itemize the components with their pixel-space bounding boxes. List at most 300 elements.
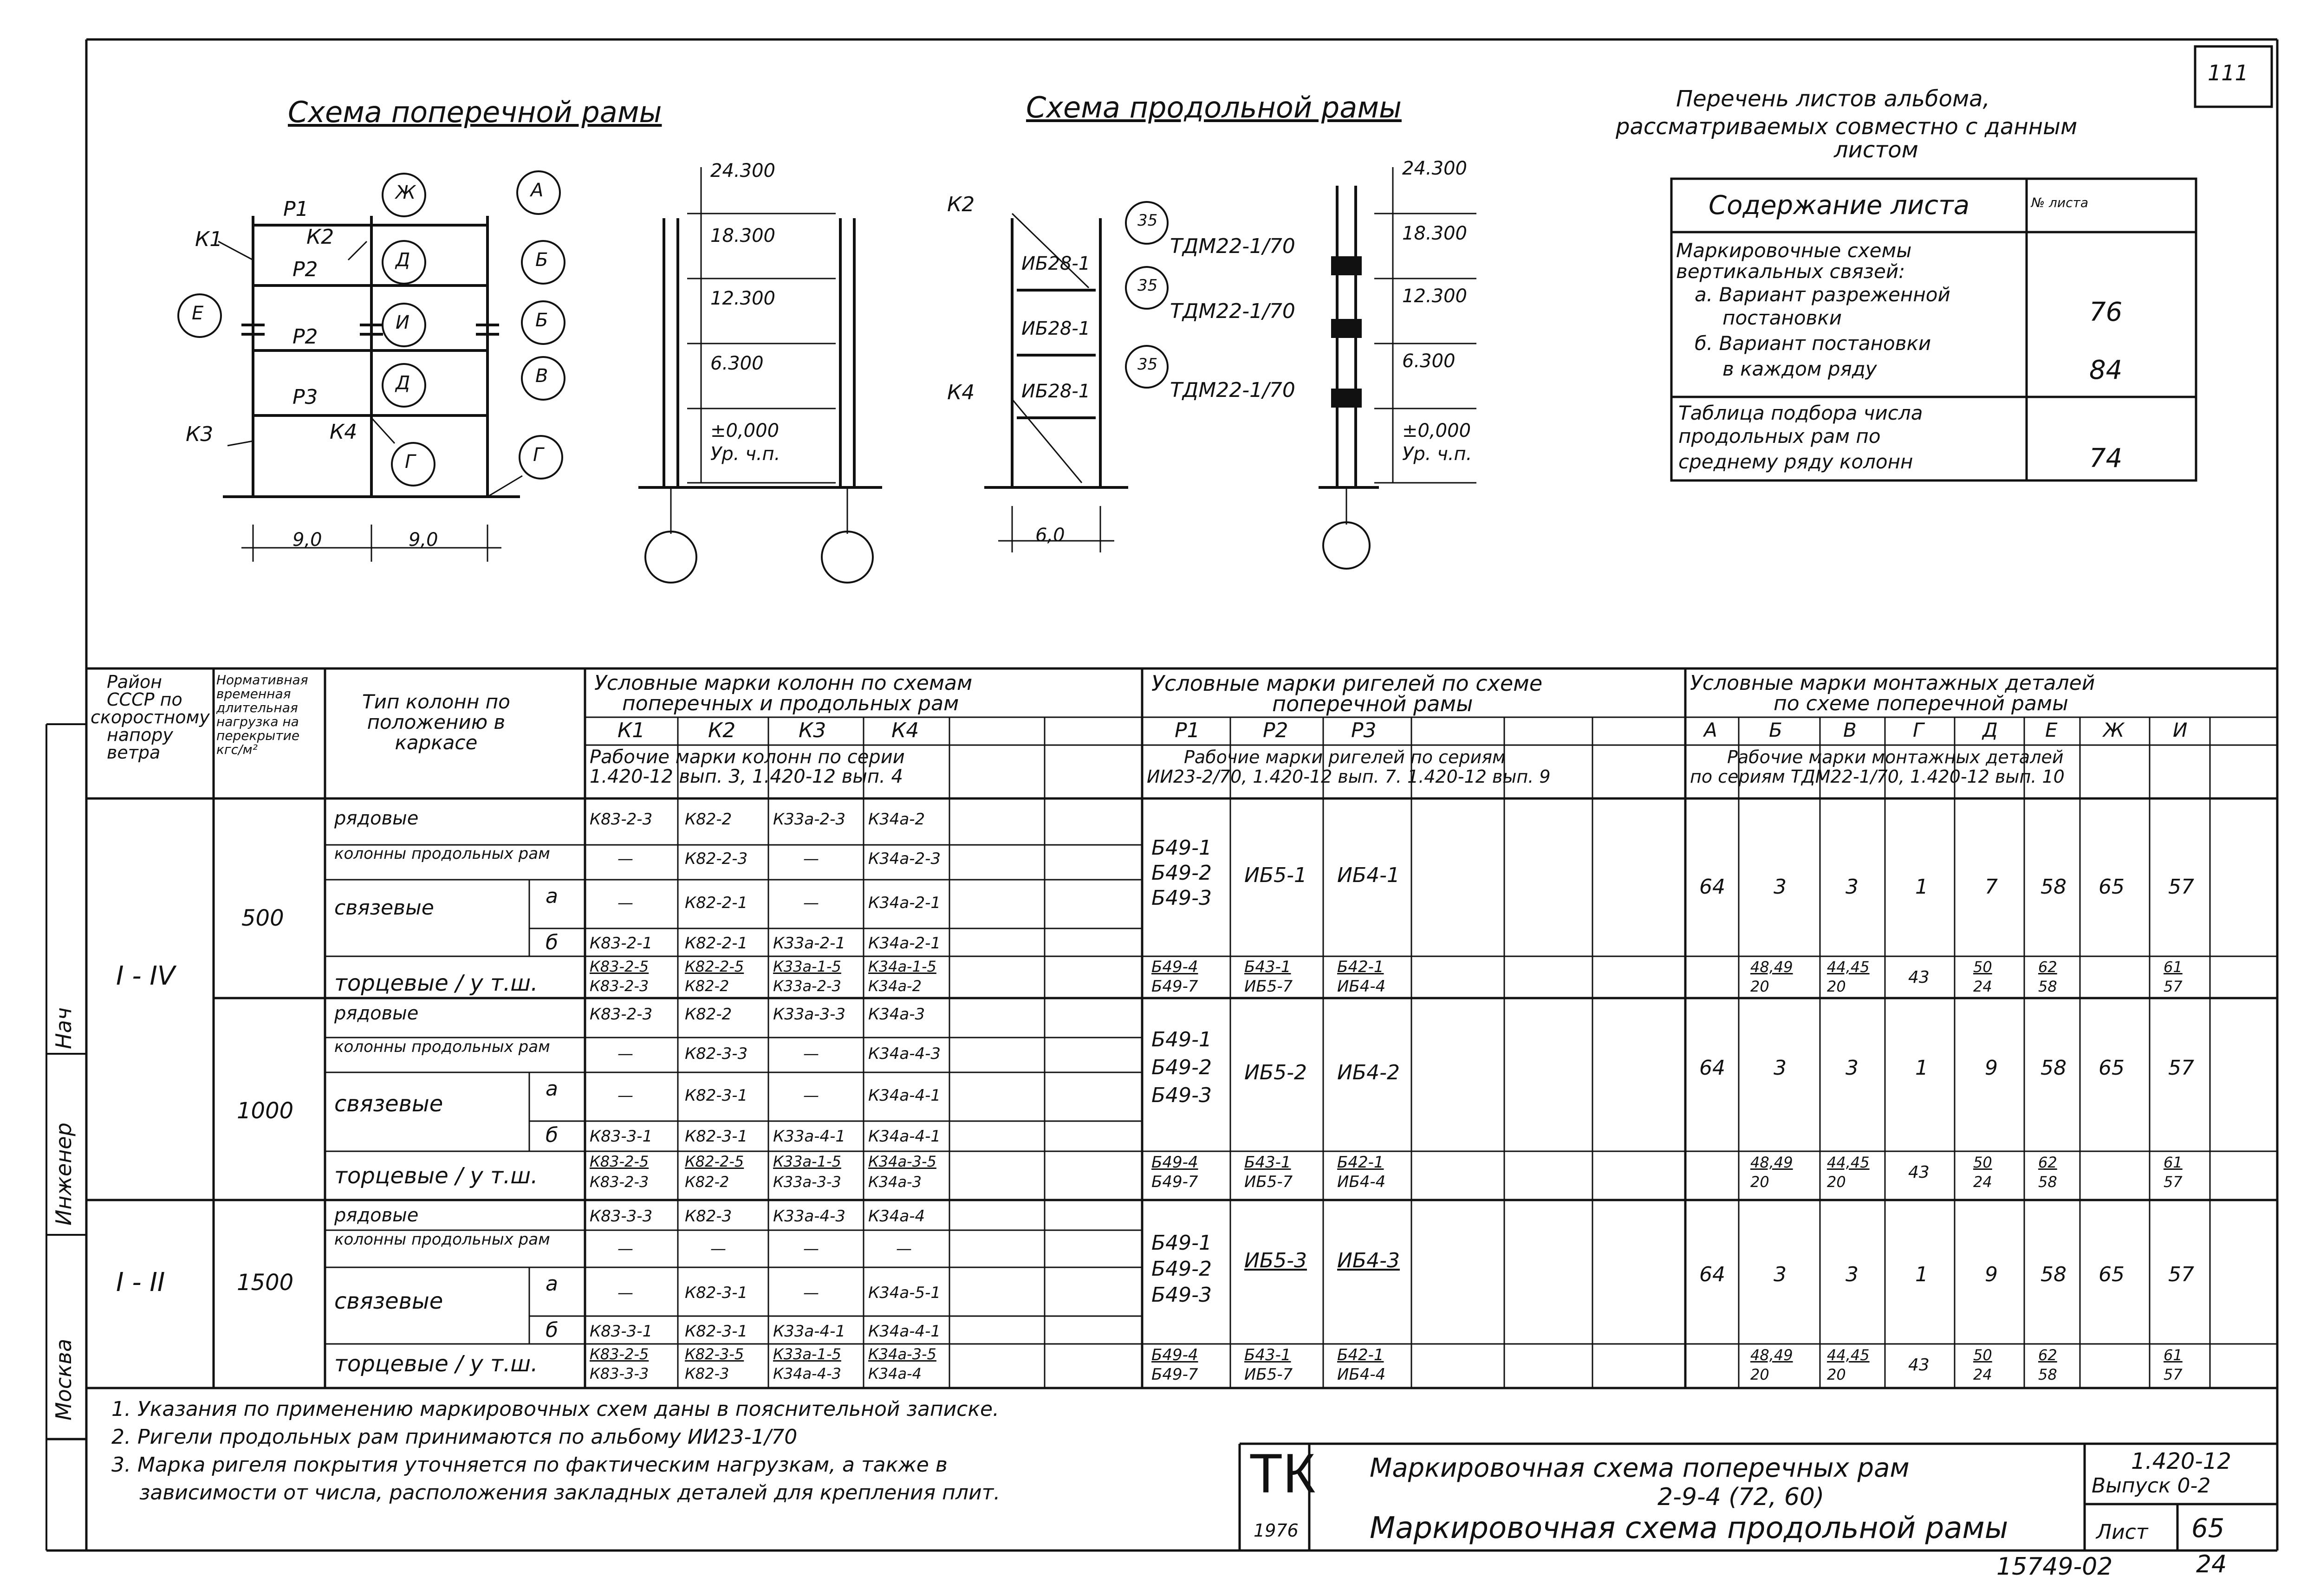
header-details-series bbox=[1690, 747, 2065, 786]
g1-r5-k4a: К34а-1-5 bbox=[868, 958, 936, 975]
g2-p1-end bbox=[1151, 1153, 1198, 1192]
g1-de-v-b: 20 bbox=[1827, 978, 1846, 995]
sheet-list-r2-l1: Таблица подбора числа bbox=[1678, 402, 1923, 424]
g2-r1-k4: К34а-3 bbox=[868, 1005, 925, 1024]
g3-r5-k3b: К34а-4-3 bbox=[773, 1365, 841, 1382]
g3-p3-end bbox=[1337, 1345, 1385, 1384]
g2-de-b bbox=[1750, 1153, 1793, 1192]
g1-de-i-a: 61 bbox=[2164, 958, 2183, 976]
g1-r3-k2: К82-2-1 bbox=[685, 894, 748, 912]
g3-r5-k1a: К83-2-5 bbox=[590, 1345, 649, 1363]
g1-p1-m3: Б49-3 bbox=[1151, 886, 1212, 910]
header-columns bbox=[594, 673, 972, 714]
g1-r5-k4b: К34а-2 bbox=[868, 977, 922, 995]
g2-de-i bbox=[2164, 1153, 2183, 1192]
g3-r5-k4a: К34а-3-5 bbox=[868, 1345, 936, 1363]
stamp-sheet-label: Лист bbox=[2096, 1520, 2148, 1544]
col-d: Д bbox=[1982, 719, 1998, 741]
long-circle-35-1: 35 bbox=[1137, 211, 1158, 230]
circle-label-g2: Г bbox=[533, 444, 544, 466]
g1-p1-main bbox=[1151, 836, 1212, 911]
g1-type-ordinary: рядовые bbox=[334, 808, 419, 829]
g2-type-ordinary: рядовые bbox=[334, 1003, 419, 1024]
g2-r5-k1a: К83-2-5 bbox=[590, 1153, 649, 1170]
header-type-l3: каркасе bbox=[395, 731, 478, 754]
g2-d-v: 3 bbox=[1846, 1056, 1859, 1080]
col-i: И bbox=[2173, 719, 2188, 741]
g1-de-b-b: 20 bbox=[1750, 978, 1769, 995]
g2-r5-k2a: К82-2-5 bbox=[685, 1153, 744, 1170]
g3-r4-k3: К33а-4-1 bbox=[773, 1322, 846, 1341]
g1-d-g: 1 bbox=[1915, 875, 1928, 899]
transverse-scheme-title: Схема поперечной рамы bbox=[288, 95, 662, 129]
header-girders-l2: поперечной рамы bbox=[1272, 691, 1473, 716]
g1-r2-k2: К82-2-3 bbox=[685, 850, 748, 868]
header-details-series-l2: по сериям ТДМ22-1/70, 1.420-12 вып. 10 bbox=[1690, 766, 2065, 787]
g3-r2-k4: — bbox=[896, 1239, 912, 1258]
header-girders-l1: Условные марки ригелей по схеме bbox=[1151, 671, 1543, 696]
header-type-l1: Тип колонн по bbox=[362, 690, 510, 713]
sheet-list-r1-l5: б. Вариант постановки bbox=[1695, 332, 1931, 355]
stamp-series: 1.420-12 bbox=[2131, 1448, 2231, 1474]
g3-sub-b: б bbox=[546, 1318, 559, 1342]
g2-p1-end-a: Б49-4 bbox=[1151, 1153, 1198, 1172]
g3-r5-k2a: К82-3-5 bbox=[685, 1345, 744, 1363]
g2-p3-end bbox=[1337, 1153, 1385, 1192]
g2-r3-k2: К82-3-1 bbox=[685, 1086, 748, 1105]
header-girders-series-l2: ИИ23-2/70, 1.420-12 вып. 7. 1.420-12 вып. 9 bbox=[1147, 766, 1551, 787]
g2-r2-k1: — bbox=[617, 1045, 633, 1063]
g3-d-zh: 65 bbox=[2099, 1263, 2125, 1286]
header-load-l3: длительная bbox=[216, 700, 298, 715]
level-12300-a: 12.300 bbox=[710, 288, 775, 309]
bottom-archive-number: 15749-02 bbox=[1996, 1553, 2113, 1581]
g3-r2-k1: — bbox=[617, 1239, 633, 1258]
g1-d-b: 3 bbox=[1774, 875, 1787, 899]
g1-d-a: 64 bbox=[1699, 875, 1725, 899]
col-p2: Р2 bbox=[1263, 719, 1288, 742]
g3-d-d: 9 bbox=[1985, 1263, 1998, 1286]
g1-r2-k3: — bbox=[803, 850, 819, 868]
label-k4: К4 bbox=[330, 420, 357, 444]
g1-p2-end-b: ИБ5-7 bbox=[1244, 977, 1293, 996]
g1-de-d-a: 50 bbox=[1973, 958, 1992, 976]
long-circle-35-3: 35 bbox=[1137, 355, 1158, 374]
g3-d-v: 3 bbox=[1846, 1263, 1859, 1286]
g3-p3-end-a: Б42-1 bbox=[1337, 1346, 1384, 1364]
note-2: 2. Ригели продольных рам принимаются по альбому ИИ23-1/70 bbox=[111, 1425, 798, 1449]
long-mark-3: ИБ28-1 bbox=[1021, 381, 1091, 402]
label-k2: К2 bbox=[306, 225, 334, 249]
col-k1: К1 bbox=[617, 719, 645, 742]
g2-r3-k4: К34а-4-1 bbox=[868, 1086, 941, 1105]
g3-r5-k4b: К34а-4 bbox=[868, 1365, 922, 1382]
stamp-sheet-number: 65 bbox=[2191, 1513, 2225, 1544]
g2-r4-k1: К83-3-1 bbox=[590, 1127, 653, 1146]
sheet-list-num-84: 84 bbox=[2089, 355, 2123, 385]
g3-type-brace: связевые bbox=[334, 1288, 443, 1314]
g3-de-d-b: 24 bbox=[1973, 1366, 1992, 1383]
g2-r5-k2b: К82-2 bbox=[685, 1173, 729, 1191]
col-p3: Р3 bbox=[1351, 719, 1377, 742]
g1-d-zh: 65 bbox=[2099, 875, 2125, 899]
header-columns-l2: поперечных и продольных рам bbox=[622, 692, 959, 715]
g2-r2-k3: — bbox=[803, 1045, 819, 1063]
g1-p2-main: ИБ5-1 bbox=[1244, 863, 1307, 887]
header-region-l1: Район bbox=[107, 672, 162, 692]
g2-p2-end-a: Б43-1 bbox=[1244, 1153, 1291, 1172]
header-region-l5: ветра bbox=[107, 742, 161, 763]
span-2: 9,0 bbox=[409, 529, 438, 551]
g2-p1-main bbox=[1151, 1026, 1212, 1109]
circle-label-b2: Б bbox=[535, 310, 548, 331]
circle-label-g1: Г bbox=[405, 451, 416, 473]
g2-r4-k4: К34а-4-1 bbox=[868, 1127, 941, 1146]
level-12300-b: 12.300 bbox=[1402, 285, 1467, 307]
g1-d-i: 57 bbox=[2168, 875, 2194, 899]
col-v: В bbox=[1843, 719, 1857, 741]
g2-de-v-a: 44,45 bbox=[1827, 1154, 1870, 1171]
level-0000-a: ±0,000 bbox=[710, 420, 780, 441]
region-2: I - II bbox=[116, 1267, 165, 1298]
g2-r4-k3: К33а-4-1 bbox=[773, 1127, 846, 1146]
long-tdm-3: ТДМ22-1/70 bbox=[1170, 378, 1295, 402]
g3-p2-end bbox=[1244, 1345, 1293, 1384]
g3-de-v-b: 20 bbox=[1827, 1366, 1846, 1383]
g2-r5-k3a: К33а-1-5 bbox=[773, 1153, 841, 1170]
g1-r5-k2b: К82-2 bbox=[685, 977, 729, 995]
col-zh: Ж bbox=[2103, 719, 2125, 741]
g1-sub-b: б bbox=[546, 931, 559, 954]
g3-r3-k2: К82-3-1 bbox=[685, 1284, 748, 1302]
g1-p3-end-a: Б42-1 bbox=[1337, 958, 1384, 976]
g3-d-e: 58 bbox=[2041, 1263, 2067, 1286]
header-region-l3: скоростному bbox=[91, 707, 210, 727]
g1-de-i bbox=[2164, 957, 2183, 996]
g1-p1-m1: Б49-1 bbox=[1151, 836, 1212, 860]
header-columns-series bbox=[590, 747, 905, 786]
col-a: А bbox=[1704, 719, 1717, 741]
g3-type-long: колонны продольных рам bbox=[334, 1230, 550, 1249]
circle-label-b1: Б bbox=[535, 249, 548, 271]
g2-type-brace: связевые bbox=[334, 1091, 443, 1117]
g1-r5-k3a: К33а-1-5 bbox=[773, 958, 841, 975]
long-tdm-2: ТДМ22-1/70 bbox=[1170, 299, 1295, 323]
g3-p1-m1: Б49-1 bbox=[1151, 1231, 1212, 1255]
g1-r1-k3: К33а-2-3 bbox=[773, 810, 846, 829]
g3-de-b-a: 48,49 bbox=[1750, 1346, 1793, 1364]
circle-label-v: В bbox=[535, 365, 548, 387]
level-6300-b: 6.300 bbox=[1402, 350, 1456, 372]
g3-r5-k3a: К33а-1-5 bbox=[773, 1345, 841, 1363]
col-k3: К3 bbox=[799, 719, 826, 742]
g1-de-b-a: 48,49 bbox=[1750, 958, 1793, 976]
g2-type-long: колонны продольных рам bbox=[334, 1038, 550, 1056]
header-girders bbox=[1151, 673, 1542, 714]
g2-r3-k3: — bbox=[803, 1086, 819, 1105]
header-details-series-l1: Рабочие марки монтажных деталей bbox=[1727, 747, 2064, 767]
g3-r3-k3: — bbox=[803, 1284, 819, 1302]
circle-label-d2: Д bbox=[396, 372, 410, 394]
g1-r1-k1: К83-2-3 bbox=[590, 810, 653, 829]
g3-de-b-b: 20 bbox=[1750, 1366, 1769, 1383]
g3-de-i-a: 61 bbox=[2164, 1346, 2183, 1364]
g1-r4-k4: К34а-2-1 bbox=[868, 934, 941, 953]
header-details-l1: Условные марки монтажных деталей bbox=[1690, 671, 2095, 695]
g2-d-d: 9 bbox=[1985, 1056, 1998, 1080]
margin-engineer: Инженер bbox=[51, 1122, 76, 1226]
g3-r1-k2: К82-3 bbox=[685, 1207, 732, 1226]
header-girders-series bbox=[1147, 747, 1551, 786]
g3-de-b bbox=[1750, 1345, 1793, 1384]
header-region bbox=[91, 672, 210, 763]
note-3: 3. Марка ригеля покрытия уточняется по фактическим нагрузкам, а также в bbox=[111, 1453, 948, 1477]
stamp-title-2: 2-9-4 (72, 60) bbox=[1657, 1483, 1825, 1511]
header-type bbox=[362, 692, 510, 753]
g3-de-e bbox=[2038, 1345, 2057, 1384]
header-load-l2: временная bbox=[216, 686, 291, 701]
long-tdm-1: ТДМ22-1/70 bbox=[1170, 234, 1295, 258]
g3-d-g: 1 bbox=[1915, 1263, 1928, 1286]
g3-de-v bbox=[1827, 1345, 1870, 1384]
g2-p3-end-b: ИБ4-4 bbox=[1337, 1173, 1386, 1191]
g3-de-d bbox=[1973, 1345, 1992, 1384]
g3-p1-m3: Б49-3 bbox=[1151, 1283, 1212, 1307]
col-g: Г bbox=[1913, 719, 1924, 741]
g1-de-b bbox=[1750, 957, 1793, 996]
g3-type-end: торцевые / у т.ш. bbox=[334, 1351, 538, 1377]
header-columns-series-l2: 1.420-12 вып. 3, 1.420-12 вып. 4 bbox=[590, 766, 903, 787]
g2-r1-k2: К82-2 bbox=[685, 1005, 732, 1024]
sheet-list-title-2: рассматриваемых совместно с данным bbox=[1616, 114, 2078, 140]
g3-de-d-a: 50 bbox=[1973, 1346, 1992, 1364]
region-1: I - IV bbox=[116, 961, 175, 991]
g1-de-g: 43 bbox=[1908, 968, 1930, 987]
col-k4: К4 bbox=[891, 719, 919, 742]
g1-r2-k4: К34а-2-3 bbox=[868, 850, 941, 868]
long-span: 6,0 bbox=[1035, 525, 1065, 546]
g1-r4-k3: К33а-2-1 bbox=[773, 934, 846, 953]
level-floor-a: Ур. ч.п. bbox=[710, 443, 780, 465]
g2-p1-m2: Б49-2 bbox=[1151, 1056, 1212, 1079]
g2-r3-k1: — bbox=[617, 1086, 633, 1105]
level-0000-b: ±0,000 bbox=[1402, 420, 1471, 441]
g2-r2-k2: К82-3-3 bbox=[685, 1045, 748, 1063]
stamp-title-3: Маркировочная схема продольной рамы bbox=[1370, 1511, 2008, 1545]
g1-p1-end-a: Б49-4 bbox=[1151, 958, 1198, 976]
g2-sub-a: а bbox=[546, 1077, 558, 1101]
g1-p2-end-a: Б43-1 bbox=[1244, 958, 1291, 976]
g2-r5-k1b: К83-2-3 bbox=[590, 1173, 649, 1191]
header-region-l4: напору bbox=[107, 725, 173, 745]
g1-r5-k2a: К82-2-5 bbox=[685, 958, 744, 975]
g2-p3-main: ИБ4-2 bbox=[1337, 1061, 1400, 1084]
g3-p2-end-b: ИБ5-7 bbox=[1244, 1365, 1293, 1384]
g3-d-i: 57 bbox=[2168, 1263, 2194, 1286]
g2-de-i-a: 61 bbox=[2164, 1154, 2183, 1171]
g1-r5-k3b: К33а-2-3 bbox=[773, 977, 841, 995]
g1-type-long: колонны продольных рам bbox=[334, 844, 550, 863]
g3-p3-main: ИБ4-3 bbox=[1337, 1249, 1400, 1272]
level-18300-a: 18.300 bbox=[710, 225, 775, 247]
g2-de-v bbox=[1827, 1153, 1870, 1192]
long-circle-35-2: 35 bbox=[1137, 276, 1158, 295]
header-load-l6: кгс/м² bbox=[216, 742, 258, 757]
transverse-frame-scheme bbox=[223, 216, 520, 497]
g2-p1-end-b: Б49-7 bbox=[1151, 1173, 1198, 1191]
margin-moscow: Москва bbox=[51, 1338, 76, 1421]
load-1500: 1500 bbox=[237, 1270, 294, 1296]
header-region-l2: СССР по bbox=[107, 689, 182, 710]
g3-r2-k2: — bbox=[710, 1239, 726, 1258]
sheet-list-col-content: Содержание листа bbox=[1709, 190, 1970, 221]
g2-p1-m1: Б49-1 bbox=[1151, 1028, 1212, 1051]
g2-de-e bbox=[2038, 1153, 2057, 1192]
circle-label-i: И bbox=[396, 312, 409, 333]
stamp-year: 1976 bbox=[1254, 1520, 1299, 1541]
sheet-list-r1-l6: в каждом ряду bbox=[1722, 357, 1877, 380]
g3-r1-k3: К33а-4-3 bbox=[773, 1207, 846, 1226]
g1-p1-end bbox=[1151, 957, 1198, 996]
g3-p1-end-a: Б49-4 bbox=[1151, 1346, 1198, 1364]
g2-p3-end-a: Б42-1 bbox=[1337, 1153, 1384, 1172]
g2-r2-k4: К34а-4-3 bbox=[868, 1045, 941, 1063]
sheet-list-r2-l2: продольных рам по bbox=[1678, 425, 1881, 448]
g1-de-e bbox=[2038, 957, 2057, 996]
g1-r3-k4: К34а-2-1 bbox=[868, 894, 941, 912]
load-500: 500 bbox=[241, 905, 284, 931]
g2-de-d bbox=[1973, 1153, 1992, 1192]
g3-p1-m2: Б49-2 bbox=[1151, 1257, 1212, 1281]
g3-de-g: 43 bbox=[1908, 1356, 1930, 1375]
g1-de-e-a: 62 bbox=[2038, 958, 2057, 976]
g3-r2-k3: — bbox=[803, 1239, 819, 1258]
frame bbox=[46, 39, 2277, 1551]
g1-de-i-b: 57 bbox=[2164, 978, 2183, 995]
label-p2a: Р2 bbox=[292, 258, 318, 281]
g1-r3-k1: — bbox=[617, 894, 633, 912]
g1-r3-k3: — bbox=[803, 894, 819, 912]
sheet-list-r2-l3: среднему ряду колонн bbox=[1678, 450, 1913, 473]
g3-r3-k1: — bbox=[617, 1284, 633, 1302]
g3-sub-a: а bbox=[546, 1272, 558, 1296]
sheet-list-r1-l4: постановки bbox=[1722, 306, 1842, 329]
g2-de-i-b: 57 bbox=[2164, 1173, 2183, 1191]
g3-de-i-b: 57 bbox=[2164, 1366, 2183, 1383]
g1-r4-k2: К82-2-1 bbox=[685, 934, 748, 953]
stamp-title-1: Маркировочная схема поперечных рам bbox=[1370, 1453, 1910, 1483]
g3-r4-k4: К34а-4-1 bbox=[868, 1322, 941, 1341]
level-6300-a: 6.300 bbox=[710, 353, 764, 374]
g1-r5-k1b: К83-2-3 bbox=[590, 977, 649, 995]
g3-r5-k2b: К82-3 bbox=[685, 1365, 729, 1382]
g1-r5-k1a: К83-2-5 bbox=[590, 958, 649, 975]
header-load-l4: нагрузка на bbox=[216, 714, 299, 729]
g1-d-d: 7 bbox=[1985, 875, 1998, 899]
g1-type-brace: связевые bbox=[334, 896, 434, 920]
g2-p2-main: ИБ5-2 bbox=[1244, 1061, 1307, 1084]
g3-p2-end-a: Б43-1 bbox=[1244, 1346, 1291, 1364]
header-type-l2: положению в bbox=[367, 711, 506, 733]
g1-sub-a: а bbox=[546, 884, 558, 908]
g3-p1-end bbox=[1151, 1345, 1198, 1384]
g1-p3-main: ИБ4-1 bbox=[1337, 863, 1400, 887]
g2-de-e-b: 58 bbox=[2038, 1173, 2057, 1191]
long-label-k2: К2 bbox=[947, 193, 975, 216]
g2-d-g: 1 bbox=[1915, 1056, 1928, 1080]
note-1: 1. Указания по применению маркировочных схем даны в пояснительной записке. bbox=[111, 1397, 1000, 1421]
g2-r1-k3: К33а-3-3 bbox=[773, 1005, 846, 1024]
header-details-l2: по схеме поперечной рамы bbox=[1774, 692, 2068, 715]
col-p1: Р1 bbox=[1175, 719, 1200, 742]
g1-p1-end-b: Б49-7 bbox=[1151, 977, 1198, 996]
corner-sheet-number: 111 bbox=[2208, 60, 2249, 85]
label-p2b: Р2 bbox=[292, 325, 318, 349]
g2-de-v-b: 20 bbox=[1827, 1173, 1846, 1191]
sheet-list-num-76: 76 bbox=[2089, 297, 2123, 327]
level-24300-a: 24.300 bbox=[710, 160, 775, 182]
margin-head: Нач bbox=[51, 1007, 76, 1049]
sheet-list-r1-l1: Маркировочные схемы bbox=[1676, 239, 1912, 262]
long-mark-1: ИБ28-1 bbox=[1021, 253, 1091, 274]
g1-r4-k1: К83-2-1 bbox=[590, 934, 653, 953]
header-girders-series-l1: Рабочие марки ригелей по сериям bbox=[1184, 747, 1506, 767]
g1-de-v-a: 44,45 bbox=[1827, 958, 1870, 976]
level-24300-b: 24.300 bbox=[1402, 158, 1467, 179]
circle-label-zh: Ж bbox=[396, 182, 416, 203]
g3-d-b: 3 bbox=[1774, 1263, 1787, 1286]
g3-de-v-a: 44,45 bbox=[1827, 1346, 1870, 1364]
g3-r4-k2: К82-3-1 bbox=[685, 1322, 748, 1341]
g1-r1-k2: К82-2 bbox=[685, 810, 732, 829]
col-e: Е bbox=[2045, 719, 2058, 741]
g2-de-e-a: 62 bbox=[2038, 1154, 2057, 1171]
g2-type-end: торцевые / у т.ш. bbox=[334, 1163, 538, 1189]
g2-d-b: 3 bbox=[1774, 1056, 1787, 1080]
g2-p2-end bbox=[1244, 1153, 1293, 1192]
g3-p2-main: ИБ5-3 bbox=[1244, 1249, 1307, 1272]
g1-r1-k4: К34а-2 bbox=[868, 810, 925, 829]
stamp-org: ТК bbox=[1249, 1442, 1316, 1505]
g2-d-i: 57 bbox=[2168, 1056, 2194, 1080]
g3-de-i bbox=[2164, 1345, 2183, 1384]
g1-d-v: 3 bbox=[1846, 875, 1859, 899]
g3-r1-k4: К34а-4 bbox=[868, 1207, 925, 1226]
g3-p1-end-b: Б49-7 bbox=[1151, 1365, 1198, 1384]
sheet-list-r1-l2: вертикальных связей: bbox=[1676, 260, 1905, 283]
load-1000: 1000 bbox=[237, 1098, 294, 1124]
note-3-cont: зависимости от числа, расположения закладных деталей для крепления плит. bbox=[139, 1481, 1001, 1505]
span-1: 9,0 bbox=[292, 529, 322, 551]
col-k2: К2 bbox=[708, 719, 736, 742]
g1-p3-end-b: ИБ4-4 bbox=[1337, 977, 1386, 996]
header-details bbox=[1690, 673, 2095, 714]
g1-de-d bbox=[1973, 957, 1992, 996]
header-load-l5: перекрытие bbox=[216, 728, 300, 743]
g2-de-d-b: 24 bbox=[1973, 1173, 1992, 1191]
g2-sub-b: б bbox=[546, 1123, 559, 1147]
g1-de-v bbox=[1827, 957, 1870, 996]
label-k3: К3 bbox=[186, 422, 214, 446]
g2-r1-k1: К83-2-3 bbox=[590, 1005, 653, 1024]
g3-r1-k1: К83-3-3 bbox=[590, 1207, 653, 1226]
g2-d-zh: 65 bbox=[2099, 1056, 2125, 1080]
label-k1: К1 bbox=[195, 227, 223, 251]
g2-de-b-a: 48,49 bbox=[1750, 1154, 1793, 1171]
g2-de-b-b: 20 bbox=[1750, 1173, 1769, 1191]
level-18300-b: 18.300 bbox=[1402, 223, 1467, 244]
g2-de-d-a: 50 bbox=[1973, 1154, 1992, 1171]
